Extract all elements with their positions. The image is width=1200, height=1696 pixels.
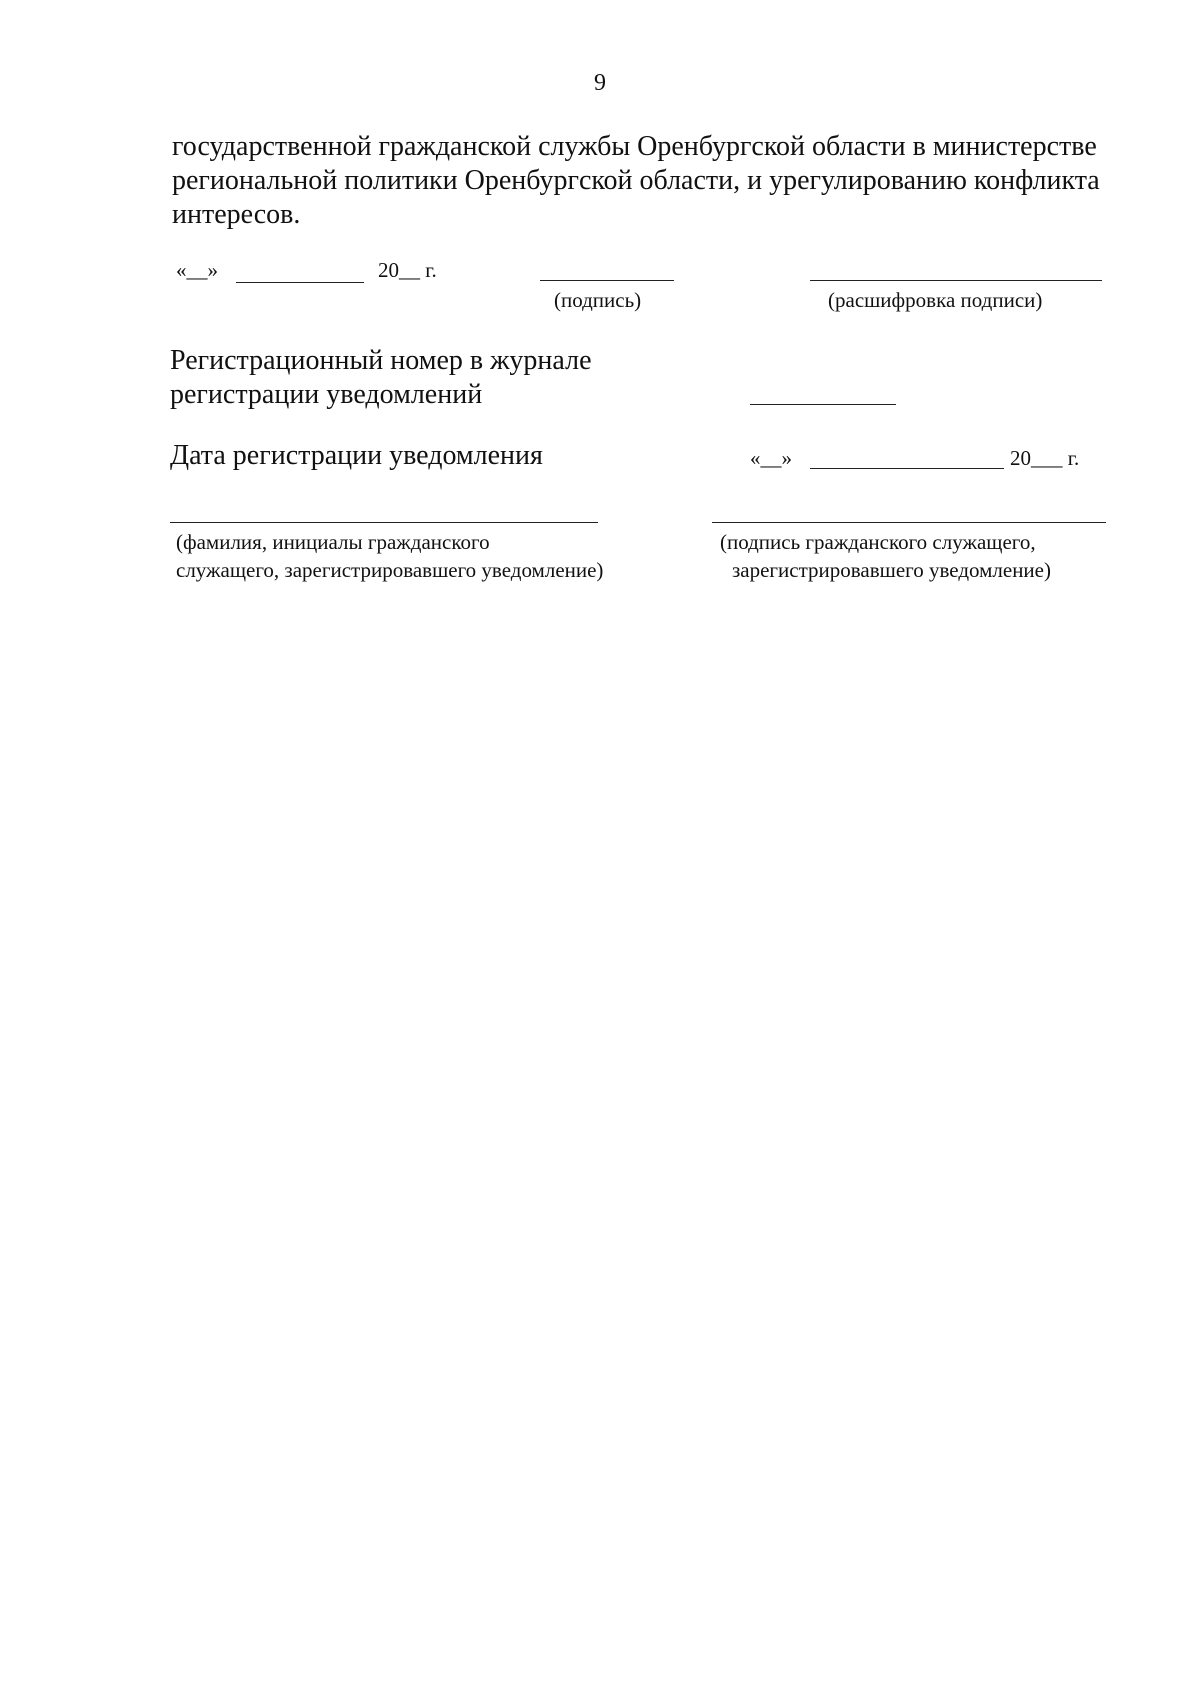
registration-number-label-line-2: регистрации уведомлений (170, 379, 483, 410)
registration-date-label: Дата регистрации уведомления (170, 440, 543, 471)
registrar-name-caption-line-2: служащего, зарегистрировавшего уведомление) (176, 558, 604, 582)
page-number: 9 (594, 70, 606, 96)
registration-date-month-line (810, 468, 1004, 469)
paragraph-line-1: государственной гражданской службы Оренбургской области в министерстве (172, 131, 1097, 162)
registrar-signature-caption-line-1: (подпись гражданского служащего, (720, 530, 1036, 554)
registration-date-year: 20___ г. (1010, 446, 1080, 470)
date-day-field: «__» (176, 258, 218, 282)
registrar-signature-caption-line-2: зарегистрировавшего уведомление) (732, 558, 1051, 582)
date-year-field: 20__ г. (378, 258, 437, 282)
registrar-signature-line (712, 522, 1106, 523)
paragraph-line-2: региональной политики Оренбургской области, и урегулированию конфликта (172, 165, 1100, 196)
registration-number-label-line-1: Регистрационный номер в журнале (170, 345, 592, 376)
registrar-name-caption-line-1: (фамилия, инициалы гражданского (176, 530, 490, 554)
registration-number-line (750, 404, 896, 405)
date-month-line (236, 282, 364, 283)
signature-caption: (подпись) (554, 288, 642, 312)
signature-line (540, 280, 674, 281)
registrar-name-line (170, 522, 598, 523)
paragraph-line-3: интересов. (172, 199, 301, 230)
decoding-caption: (расшифровка подписи) (828, 288, 1043, 312)
registration-date-day: «__» (750, 446, 792, 470)
signature-decoding-line (810, 280, 1102, 281)
